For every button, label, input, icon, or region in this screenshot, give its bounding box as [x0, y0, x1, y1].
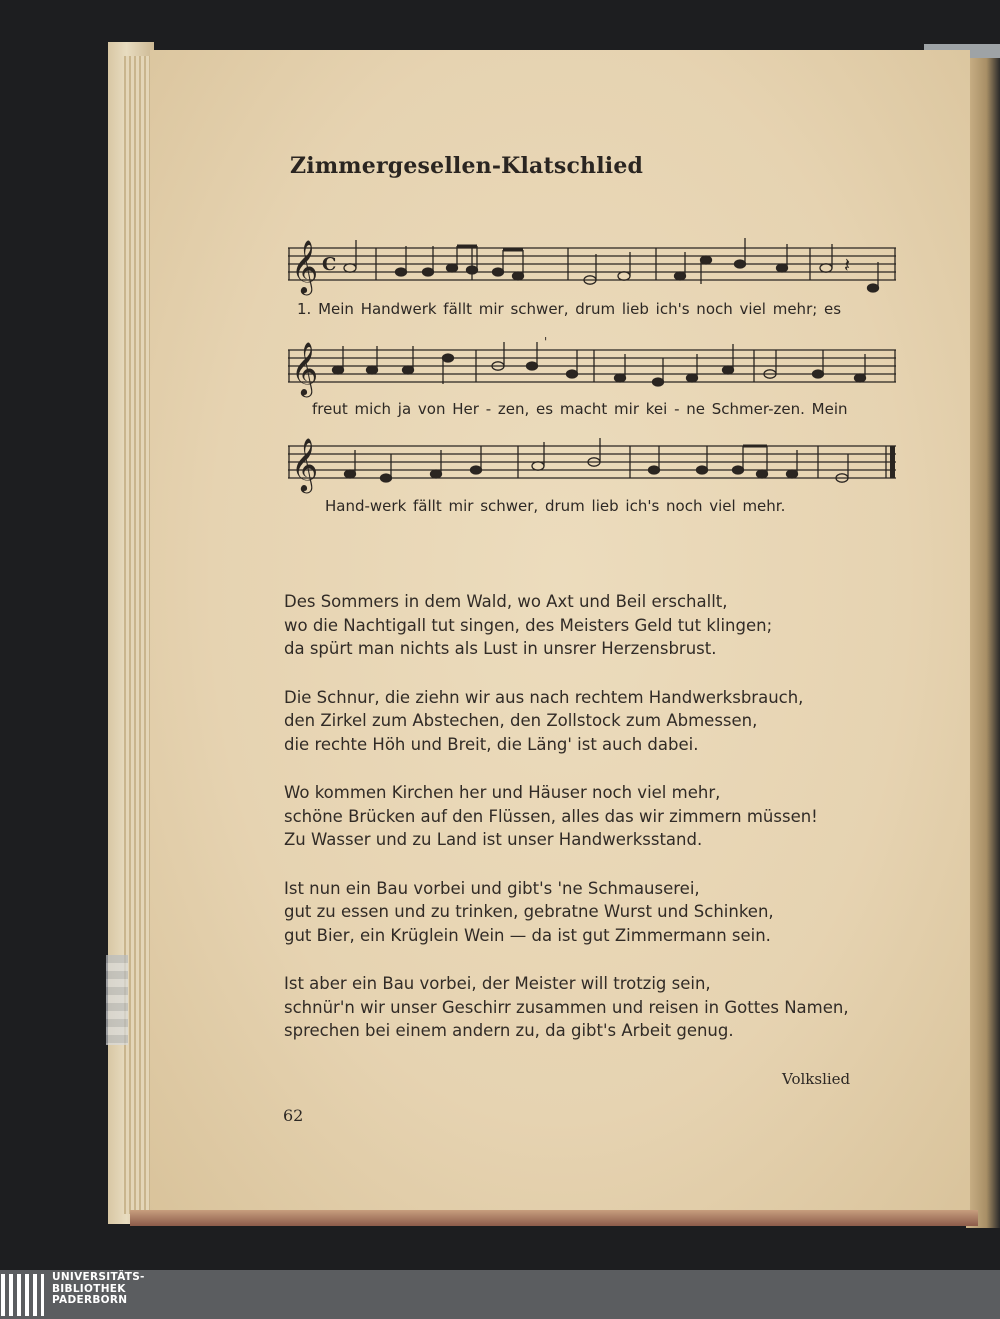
svg-text:𝄞: 𝄞: [291, 239, 319, 293]
library-logo-text: [52, 1272, 145, 1307]
verse-line: den Zirkel zum Abstechen, den Zollstock zum Abmessen,: [284, 711, 758, 730]
lyrics-line-2: freut mich ja von Her - zen, es macht mir kei - ne Schmer-zen. Mein: [312, 400, 848, 418]
svg-text:': ': [544, 335, 548, 349]
spine-label: [106, 955, 128, 1045]
verse-line: gut zu essen und zu trinken, gebratne Wurst und Schinken,: [284, 902, 774, 921]
verse-line: Des Sommers in dem Wald, wo Axt und Beil erschallt,: [284, 592, 728, 611]
verse-line: schnür'n wir unser Geschirr zusammen und reisen in Gottes Namen,: [284, 997, 849, 1017]
svg-text:𝄽: 𝄽: [844, 253, 851, 277]
verse-line: Die Schnur, die ziehn wir aus nach rechtem Handwerksbrauch,: [284, 687, 804, 707]
footer-bar: [0, 1270, 1000, 1319]
verse-line: die rechte Höh und Breit, die Läng' ist auch dabei.: [284, 734, 699, 754]
verse-line: gut Bier, ein Krüglein Wein — da ist gut Zimmermann sein.: [284, 925, 771, 945]
verse-line: Wo kommen Kirchen her und Häuser noch viel mehr,: [284, 783, 721, 802]
stanza-2: [284, 686, 904, 757]
lyrics-line-3: Hand-werk fällt mir schwer, drum lieb ich's noch viel mehr.: [325, 497, 786, 515]
stanza-1: [284, 590, 904, 661]
stanza-3: [284, 781, 904, 852]
stanza-5: [284, 972, 904, 1043]
logo-line: PADERBORN: [52, 1294, 128, 1306]
verse-line: Ist aber ein Bau vorbei, der Meister will trotzig sein,: [284, 974, 711, 993]
verse-line: sprechen bei einem andern zu, da gibt's Arbeit genug.: [284, 1021, 734, 1040]
song-title: Zimmergesellen-Klatschlied: [290, 153, 644, 179]
svg-text:𝄞: 𝄞: [291, 437, 319, 491]
book-bottom-edge: [130, 1210, 978, 1226]
stanza-4: [284, 877, 904, 948]
library-logo-icon: [0, 1271, 46, 1317]
verse-line: schöne Brücken auf den Flüssen, alles das wir zimmern müssen!: [284, 806, 818, 826]
music-staff-1: [288, 222, 898, 298]
lyrics-line-1: 1. Mein Handwerk fällt mir schwer, drum lieb ich's noch viel mehr; es: [297, 300, 842, 318]
music-staff-2: [288, 330, 898, 400]
verse-line: da spürt man nichts als Lust in unsrer Herzensbrust.: [284, 639, 717, 658]
svg-text:C: C: [322, 254, 337, 275]
attribution: Volkslied: [782, 1070, 851, 1088]
verses: [284, 590, 904, 1068]
verse-line: Zu Wasser und zu Land ist unser Handwerksstand.: [284, 830, 703, 849]
page-number: 62: [283, 1106, 304, 1125]
svg-text:𝄞: 𝄞: [291, 341, 319, 395]
book-right-edge: [966, 46, 1000, 1228]
music-staff-3: [288, 424, 898, 496]
logo-line: UNIVERSITÄTS-: [52, 1271, 145, 1283]
verse-line: Ist nun ein Bau vorbei und gibt's 'ne Schmauserei,: [284, 878, 700, 898]
verse-line: wo die Nachtigall tut singen, des Meisters Geld tut klingen;: [284, 615, 773, 635]
logo-line: BIBLIOTHEK: [52, 1282, 126, 1295]
